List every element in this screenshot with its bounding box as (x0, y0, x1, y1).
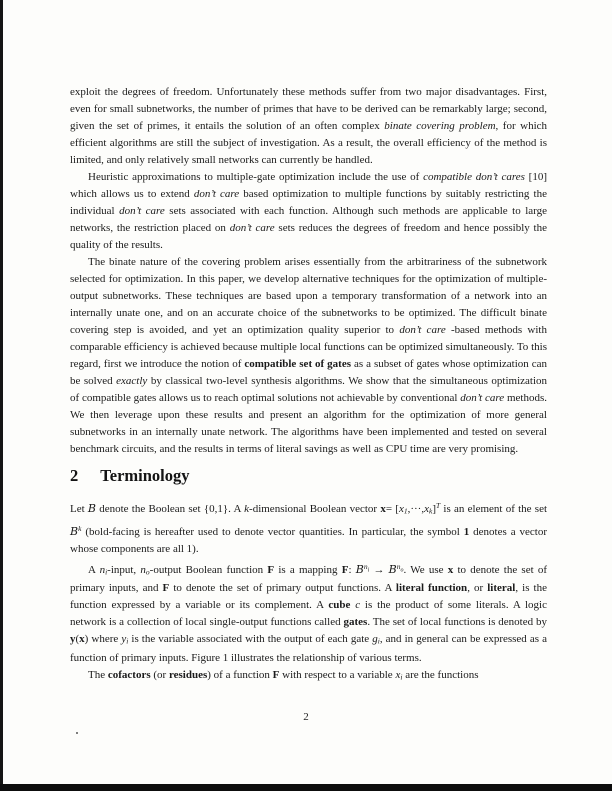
page-body (70, 84, 547, 685)
scan-bottom-edge-artifact (0, 784, 612, 791)
scan-left-edge-artifact (0, 0, 3, 791)
page-number: 2 (303, 711, 309, 723)
paragraph: Heuristic approximations to multiple-gate optimization include the use of compatible don’t cares [10] which allows us to extend don’t care based optimization to multiple functions by suitably restricting the individual don’t care sets associated with each function. Although such methods are applicable to large networks, the restriction placed on don’t care sets reduces the degrees of freedom and hence possibly the quality of the results. (70, 171, 548, 251)
section-title: Terminology (100, 466, 190, 485)
paragraph: Let B denote the Boolean set {0,1}. A k-dimensional Boolean vector $x= [x_1,\cdot\cdot\cdot,x_k]^T$ is an element of the set $B^k$ (bold-facing is hereafter used to denote vector quantities. In particular, the symbol 1 denotes a vector whose components are all 1). (70, 501, 548, 555)
paragraph: The binate nature of the covering problem arises essentially from the arbitrariness of the subnetwork selected for optimization. In this paper, we develop alternative techniques for the optimization of multiple-output subnetworks. These techniques are based upon a temporary transformation of a network into an internally unate one, and on an accurate choice of the subnetworks to be optimized. The difficult binate covering step is avoided, and yet an optimization quality superior to don’t care -based methods with comparable efficiency is achieved because multiple local functions can be optimized simultaneously. To this regard, first we introduce the notion of compatible set of gates as a subset of gates whose optimization can be solved exactly by classical two-level synthesis algorithms. We show that the simultaneous optimization of compatible gates allows us to reach optimal solutions not achievable by conventional don’t care methods. We then leverage upon these results and present an algorithm for the optimization of more general subnetworks in an internally unate network. The algorithms have been implemented and tested on several benchmark circuits, and the results in terms of literal savings as well as CPU time are very promising. (70, 256, 547, 455)
stray-mark (76, 732, 78, 734)
paragraph: A $n_i$-input, $n_o$-output Boolean function F is a mapping F: $B^ni \to B^no$. We use x to denote the set of primary inputs, and F to denote the set of primary output functions. A literal function, or literal, is the function expressed by a variable or its complement. A cube c is the product of some literals. A logic network is a collection of local single-output functions called gates. The set of local functions is denoted by y(x) where $y_i$ is the variable associated with the output of each gate $g_i$, and in general can be expressed as a function of primary inputs. Figure 1 illustrates the relationship of various terms. (70, 561, 548, 664)
paragraph: exploit the degrees of freedom. Unfortunately these methods suffer from two major disadvantages. First, even for small subnetworks, the number of primes that have to be derived can be remarkably large; second, given the set of primes, it entails the solution of an often complex binate covering problem, for which efficient algorithms are still the subject of investigation. As a result, the overall efficiency of the method is limited, and only relatively small networks can currently be handled. (70, 86, 548, 166)
section-heading (70, 466, 547, 486)
section-number: 2 (70, 466, 79, 485)
paragraph: The cofactors (or residues) of a function F with respect to a variable $x_i$ are the functions (88, 668, 479, 681)
